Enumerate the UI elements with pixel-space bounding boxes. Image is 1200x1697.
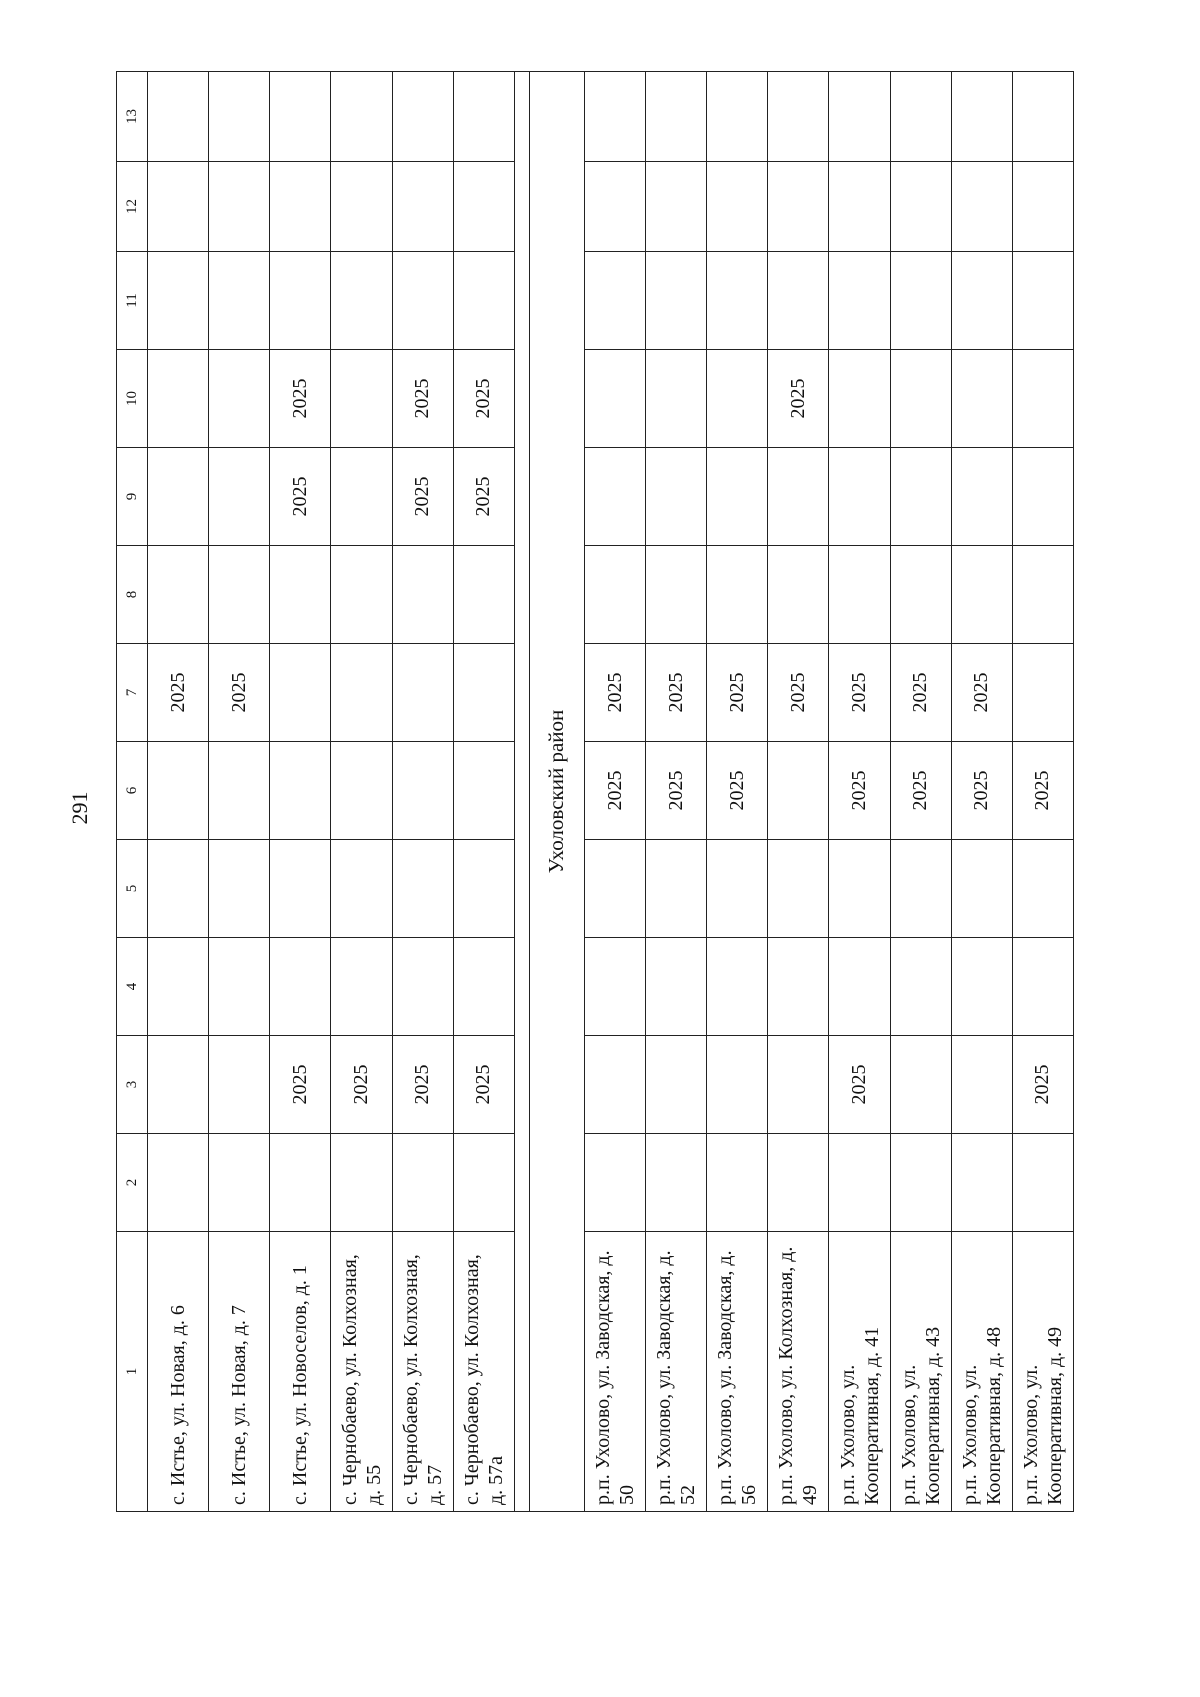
year-cell	[148, 162, 209, 252]
data-table	[116, 71, 1074, 1512]
year-cell	[148, 72, 209, 162]
year-cell	[829, 840, 890, 938]
table-row	[270, 72, 331, 1512]
year-cell	[890, 938, 951, 1036]
column-number: 10	[117, 350, 148, 448]
year-cell	[1012, 938, 1073, 1036]
column-number: 2	[117, 1134, 148, 1232]
year-cell	[768, 252, 829, 350]
year-cell	[707, 350, 768, 448]
year-cell	[951, 938, 1012, 1036]
year-cell	[584, 938, 645, 1036]
year-cell	[453, 546, 514, 644]
column-number: 4	[117, 938, 148, 1036]
year-cell	[270, 252, 331, 350]
address-cell: р.п. Ухолово, ул. Заводская, д. 52	[646, 1232, 707, 1512]
table-body	[117, 72, 1074, 1512]
year-cell	[951, 840, 1012, 938]
year-cell	[829, 1134, 890, 1232]
table-row	[768, 72, 829, 1512]
year-cell	[768, 162, 829, 252]
year-cell	[209, 350, 270, 448]
year-cell: 2025	[890, 644, 951, 742]
year-cell	[1012, 350, 1073, 448]
year-cell: 2025	[829, 742, 890, 840]
year-cell	[646, 840, 707, 938]
year-cell	[951, 72, 1012, 162]
year-cell	[890, 1134, 951, 1232]
column-number: 1	[117, 1232, 148, 1512]
year-cell	[331, 72, 392, 162]
year-cell	[707, 1036, 768, 1134]
year-cell	[768, 546, 829, 644]
year-cell	[270, 644, 331, 742]
year-cell: 2025	[584, 742, 645, 840]
year-cell	[951, 350, 1012, 448]
address-cell: с. Истье, ул. Новая, д. 6	[148, 1232, 209, 1512]
column-number: 9	[117, 448, 148, 546]
year-cell: 2025	[707, 644, 768, 742]
year-cell	[584, 840, 645, 938]
year-cell	[270, 1134, 331, 1232]
year-cell	[829, 252, 890, 350]
rotated-table-container	[116, 72, 1074, 1512]
year-cell	[270, 742, 331, 840]
year-cell	[1012, 1134, 1073, 1232]
year-cell	[331, 252, 392, 350]
year-cell	[270, 162, 331, 252]
year-cell	[646, 546, 707, 644]
year-cell	[331, 742, 392, 840]
year-cell	[646, 72, 707, 162]
year-cell: 2025	[270, 448, 331, 546]
year-cell: 2025	[707, 742, 768, 840]
column-number: 12	[117, 162, 148, 252]
year-cell: 2025	[270, 1036, 331, 1134]
year-cell	[392, 546, 453, 644]
year-cell	[829, 448, 890, 546]
year-cell	[768, 1134, 829, 1232]
year-cell	[209, 1134, 270, 1232]
year-cell	[890, 448, 951, 546]
year-cell	[951, 162, 1012, 252]
year-cell	[209, 72, 270, 162]
year-cell	[148, 1036, 209, 1134]
column-number: 6	[117, 742, 148, 840]
year-cell	[951, 252, 1012, 350]
address-cell: с. Чернобаево, ул. Колхозная, д. 55	[331, 1232, 392, 1512]
year-cell	[829, 350, 890, 448]
year-cell	[331, 938, 392, 1036]
year-cell	[646, 448, 707, 546]
year-cell	[890, 840, 951, 938]
year-cell	[951, 546, 1012, 644]
table-row	[707, 72, 768, 1512]
address-cell: с. Истье, ул. Новая, д. 7	[209, 1232, 270, 1512]
address-cell: с. Чернобаево, ул. Колхозная, д. 57	[392, 1232, 453, 1512]
year-cell	[1012, 448, 1073, 546]
address-cell: р.п. Ухолово, ул. Колхозная, д. 49	[768, 1232, 829, 1512]
year-cell	[707, 162, 768, 252]
year-cell	[392, 162, 453, 252]
year-cell	[148, 546, 209, 644]
year-cell	[890, 72, 951, 162]
year-cell	[1012, 644, 1073, 742]
year-cell	[392, 840, 453, 938]
year-cell: 2025	[453, 1036, 514, 1134]
year-cell	[707, 546, 768, 644]
year-cell	[453, 72, 514, 162]
address-cell: р.п. Ухолово, ул. Кооперативная, д. 43	[890, 1232, 951, 1512]
year-cell	[209, 252, 270, 350]
address-cell: р.п. Ухолово, ул. Кооперативная, д. 41	[829, 1232, 890, 1512]
year-cell	[209, 742, 270, 840]
year-cell: 2025	[768, 644, 829, 742]
year-cell	[707, 448, 768, 546]
column-number: 7	[117, 644, 148, 742]
year-cell	[392, 644, 453, 742]
address-cell: с. Истье, ул. Новоселов, д. 1	[270, 1232, 331, 1512]
year-cell: 2025	[584, 644, 645, 742]
year-cell	[646, 252, 707, 350]
table-row	[951, 72, 1012, 1512]
year-cell: 2025	[829, 644, 890, 742]
column-number: 11	[117, 252, 148, 350]
year-cell: 2025	[453, 350, 514, 448]
year-cell	[453, 938, 514, 1036]
column-number-row	[117, 72, 148, 1512]
year-cell	[829, 72, 890, 162]
address-cell: р.п. Ухолово, ул. Заводская, д. 56	[707, 1232, 768, 1512]
address-cell: р.п. Ухолово, ул. Кооперативная, д. 48	[951, 1232, 1012, 1512]
year-cell	[209, 840, 270, 938]
year-cell	[707, 72, 768, 162]
year-cell	[890, 162, 951, 252]
year-cell	[270, 840, 331, 938]
year-cell	[707, 840, 768, 938]
year-cell	[209, 448, 270, 546]
table-row	[829, 72, 890, 1512]
year-cell	[584, 1134, 645, 1232]
year-cell	[584, 252, 645, 350]
year-cell	[584, 448, 645, 546]
year-cell	[148, 1134, 209, 1232]
year-cell	[768, 938, 829, 1036]
year-cell	[890, 546, 951, 644]
column-number: 8	[117, 546, 148, 644]
year-cell	[890, 350, 951, 448]
table-row	[392, 72, 453, 1512]
year-cell	[453, 1134, 514, 1232]
table-row	[148, 72, 209, 1512]
year-cell	[584, 546, 645, 644]
address-cell: р.п. Ухолово, ул. Кооперативная, д. 49	[1012, 1232, 1073, 1512]
year-cell: 2025	[392, 350, 453, 448]
year-cell: 2025	[148, 644, 209, 742]
year-cell	[209, 1036, 270, 1134]
year-cell	[584, 1036, 645, 1134]
year-cell: 2025	[951, 644, 1012, 742]
year-cell	[768, 840, 829, 938]
year-cell: 2025	[453, 448, 514, 546]
year-cell	[392, 252, 453, 350]
year-cell	[1012, 840, 1073, 938]
year-cell	[951, 448, 1012, 546]
table-row	[646, 72, 707, 1512]
year-cell	[453, 252, 514, 350]
year-cell: 2025	[646, 644, 707, 742]
year-cell	[392, 72, 453, 162]
column-number: 3	[117, 1036, 148, 1134]
year-cell	[331, 448, 392, 546]
column-number: 13	[117, 72, 148, 162]
year-cell	[829, 546, 890, 644]
year-cell	[1012, 72, 1073, 162]
year-cell	[453, 742, 514, 840]
year-cell: 2025	[890, 742, 951, 840]
year-cell	[584, 162, 645, 252]
region-title: Ухоловский район	[529, 72, 584, 1512]
address-cell: р.п. Ухолово, ул. Заводская, д. 50	[584, 1232, 645, 1512]
year-cell	[951, 1134, 1012, 1232]
year-cell: 2025	[270, 350, 331, 448]
year-cell	[1012, 546, 1073, 644]
year-cell	[148, 742, 209, 840]
table-row	[331, 72, 392, 1512]
year-cell	[270, 546, 331, 644]
year-cell: 2025	[646, 742, 707, 840]
table-row	[209, 72, 270, 1512]
year-cell	[1012, 252, 1073, 350]
year-cell	[331, 546, 392, 644]
year-cell	[768, 1036, 829, 1134]
year-cell	[331, 162, 392, 252]
year-cell	[768, 448, 829, 546]
year-cell: 2025	[392, 448, 453, 546]
year-cell	[331, 1134, 392, 1232]
year-cell	[707, 252, 768, 350]
region-title-row	[529, 72, 584, 1512]
year-cell	[148, 938, 209, 1036]
year-cell	[453, 162, 514, 252]
year-cell	[584, 350, 645, 448]
year-cell	[829, 162, 890, 252]
year-cell	[209, 938, 270, 1036]
year-cell	[148, 350, 209, 448]
year-cell	[646, 1036, 707, 1134]
year-cell	[584, 72, 645, 162]
year-cell	[209, 162, 270, 252]
table-row	[453, 72, 514, 1512]
region-gap	[514, 72, 529, 1512]
year-cell: 2025	[1012, 742, 1073, 840]
table-row	[1012, 72, 1073, 1512]
address-cell: с. Чернобаево, ул. Колхозная, д. 57а	[453, 1232, 514, 1512]
year-cell	[453, 840, 514, 938]
year-cell	[453, 644, 514, 742]
year-cell	[707, 938, 768, 1036]
year-cell	[392, 1134, 453, 1232]
table-row	[890, 72, 951, 1512]
year-cell: 2025	[951, 742, 1012, 840]
year-cell: 2025	[331, 1036, 392, 1134]
year-cell	[209, 546, 270, 644]
year-cell	[148, 448, 209, 546]
table-row	[584, 72, 645, 1512]
year-cell	[707, 1134, 768, 1232]
year-cell	[646, 162, 707, 252]
year-cell	[270, 938, 331, 1036]
year-cell	[392, 742, 453, 840]
year-cell	[148, 252, 209, 350]
year-cell: 2025	[829, 1036, 890, 1134]
year-cell	[951, 1036, 1012, 1134]
year-cell	[646, 938, 707, 1036]
year-cell	[331, 840, 392, 938]
year-cell	[768, 742, 829, 840]
year-cell	[392, 938, 453, 1036]
region-gap-row	[514, 72, 529, 1512]
year-cell	[829, 938, 890, 1036]
year-cell	[890, 1036, 951, 1134]
year-cell	[270, 72, 331, 162]
year-cell	[1012, 162, 1073, 252]
year-cell: 2025	[768, 350, 829, 448]
year-cell: 2025	[1012, 1036, 1073, 1134]
year-cell: 2025	[209, 644, 270, 742]
year-cell	[148, 840, 209, 938]
page-number: 291	[67, 791, 92, 825]
year-cell	[646, 1134, 707, 1232]
year-cell	[890, 252, 951, 350]
year-cell	[331, 350, 392, 448]
year-cell: 2025	[392, 1036, 453, 1134]
year-cell	[768, 72, 829, 162]
year-cell	[646, 350, 707, 448]
year-cell	[331, 644, 392, 742]
column-number: 5	[117, 840, 148, 938]
